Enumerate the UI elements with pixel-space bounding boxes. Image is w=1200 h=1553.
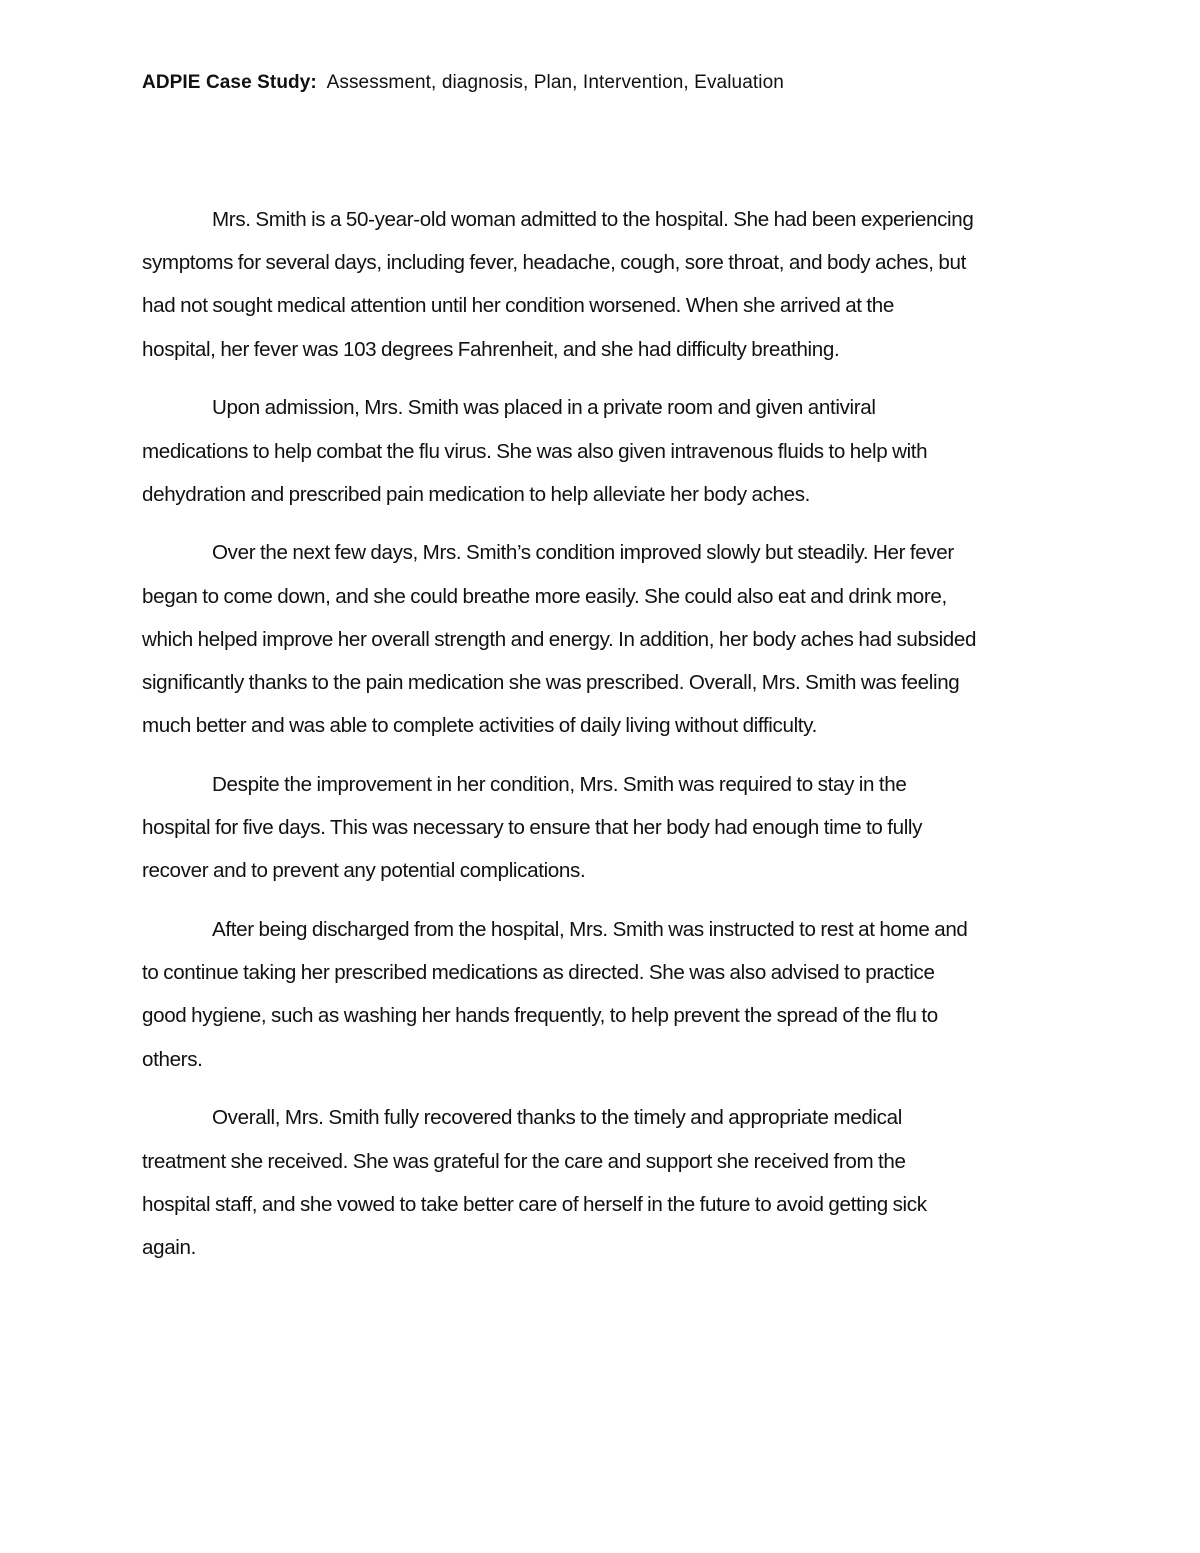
paragraph-line: hospital, her fever was 103 degrees Fahrenheit, and she had difficulty breathing. (142, 337, 840, 361)
paragraph-line: hospital staff, and she vowed to take better care of herself in the future to avoid getting sick (142, 1192, 927, 1216)
header-subtitle: Assessment, diagnosis, Plan, Intervention, Evaluation (326, 72, 784, 93)
paragraph-line: again. (142, 1235, 197, 1259)
paragraph-line: significantly thanks to the pain medication she was prescribed. Overall, Mrs. Smith was feeling (142, 671, 960, 695)
paragraph-line: dehydration and prescribed pain medication to help alleviate her body aches. (142, 482, 811, 506)
paragraph-line: much better and was able to complete activities of daily living without difficulty. (142, 714, 817, 738)
paragraph-line: Upon admission, Mrs. Smith was placed in a private room and given antiviral (212, 396, 876, 420)
paragraph-line: had not sought medical attention until her condition worsened. When she arrived at the (142, 294, 895, 318)
paragraph-6 (142, 1096, 1072, 1269)
paragraph-line: to continue taking her prescribed medications as directed. She was also advised to practice (142, 961, 935, 985)
paragraph-line: symptoms for several days, including fever, headache, cough, sore throat, and body aches, but (142, 251, 966, 275)
paragraph-2 (142, 386, 1072, 516)
paragraph-line: good hygiene, such as washing her hands frequently, to help prevent the spread of the flu to (142, 1004, 938, 1028)
paragraph-line: After being discharged from the hospital, Mrs. Smith was instructed to rest at home and (212, 918, 968, 942)
document-body (142, 198, 1072, 1285)
paragraph-3 (142, 531, 1072, 747)
document-header (142, 72, 784, 94)
header-label: ADPIE Case Study: (142, 72, 317, 93)
paragraph-line: recover and to prevent any potential complications. (142, 859, 586, 883)
paragraph-line: began to come down, and she could breathe more easily. She could also eat and drink more, (142, 584, 947, 608)
paragraph-4 (142, 763, 1072, 893)
paragraph-5 (142, 908, 1072, 1081)
paragraph-line: medications to help combat the flu virus. She was also given intravenous fluids to help with (142, 439, 928, 463)
paragraph-line: treatment she received. She was grateful for the care and support she received from the (142, 1149, 906, 1173)
paragraph-line: Overall, Mrs. Smith fully recovered thanks to the timely and appropriate medical (212, 1106, 902, 1130)
paragraph-1 (142, 198, 1072, 371)
paragraph-line: Mrs. Smith is a 50-year-old woman admitted to the hospital. She had been experiencing (212, 208, 974, 231)
paragraph-line: Over the next few days, Mrs. Smith’s condition improved slowly but steadily. Her fever (212, 541, 954, 565)
paragraph-line: which helped improve her overall strength and energy. In addition, her body aches had subsided (142, 627, 977, 651)
paragraph-line: Despite the improvement in her condition, Mrs. Smith was required to stay in the (212, 772, 907, 796)
paragraph-line: hospital for five days. This was necessary to ensure that her body had enough time to fully (142, 816, 923, 840)
paragraph-line: others. (142, 1047, 203, 1071)
